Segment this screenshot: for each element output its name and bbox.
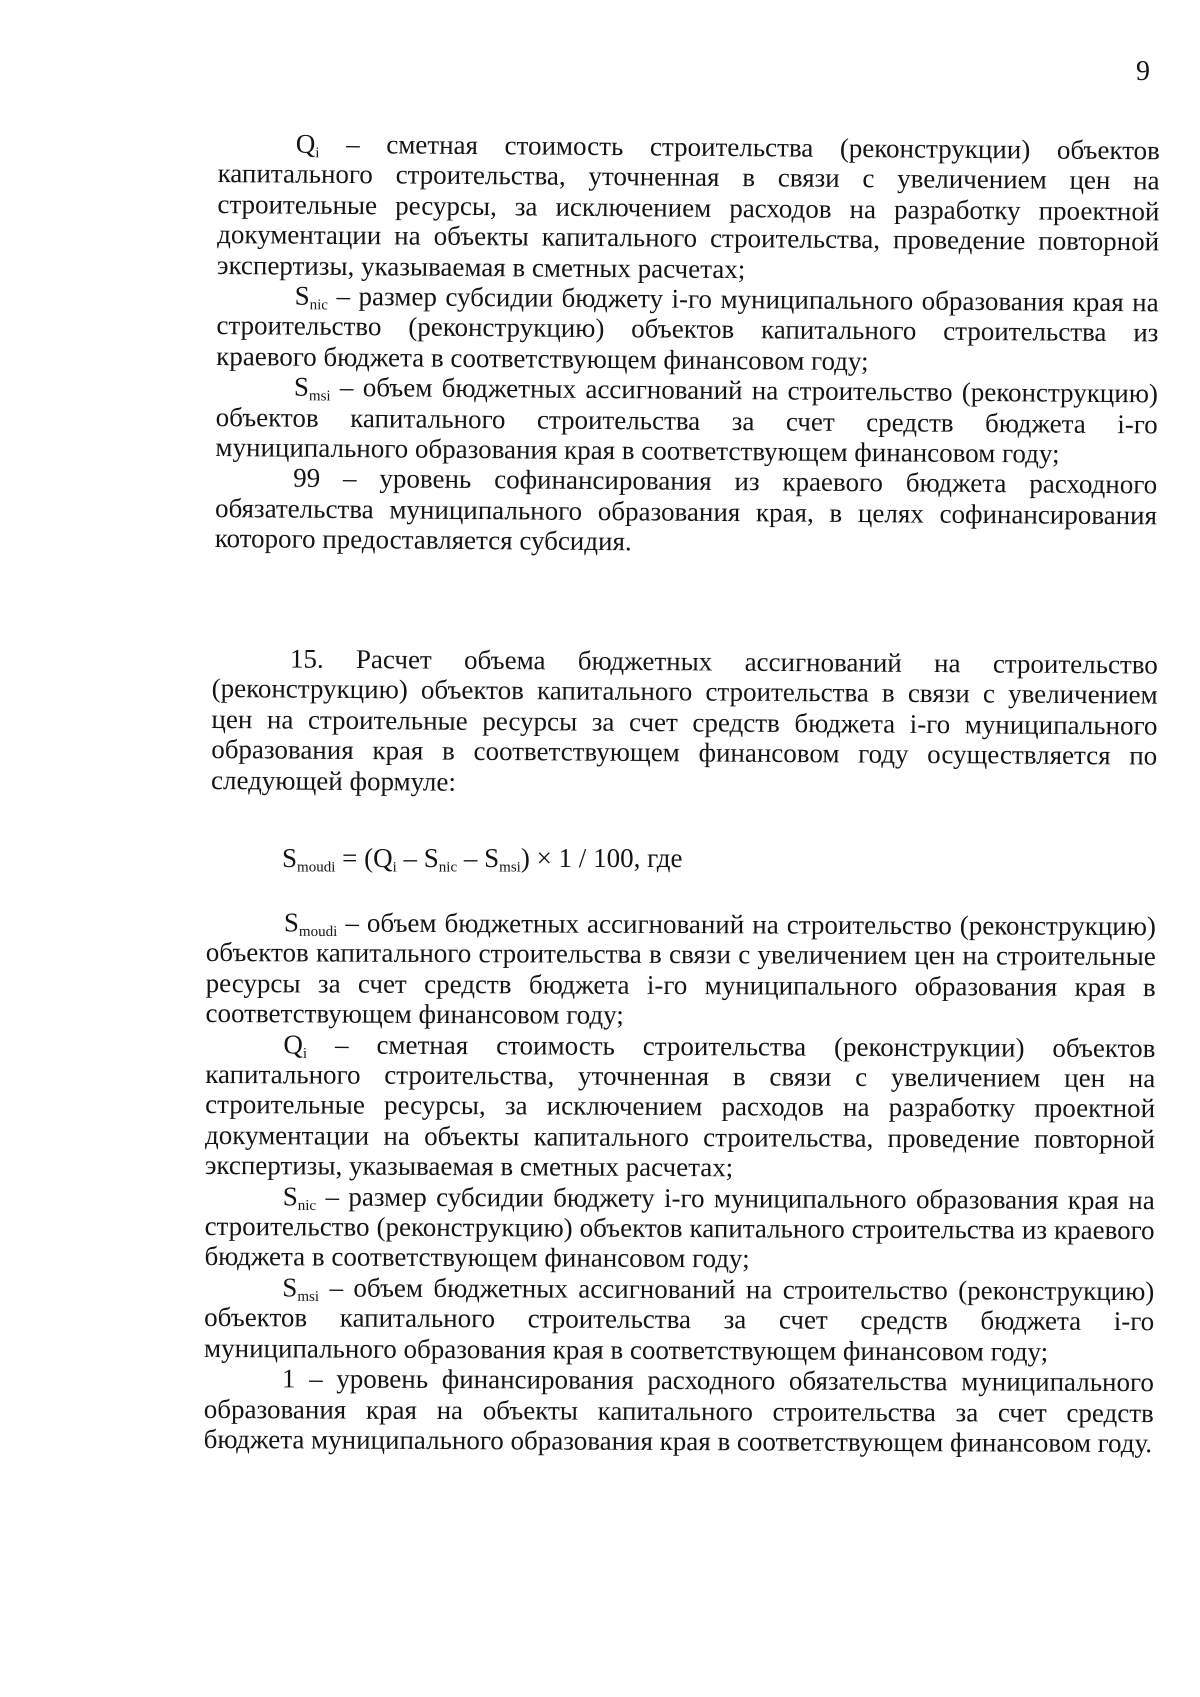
formula-smsi: $S_{msi}$	[484, 843, 521, 876]
formula: $S_{moudi} = (Q_i - S_{nic} - S_{msi}) \times 1 / 100$, где	[282, 843, 683, 876]
symbol-smoudi: $S_{moudi}$	[283, 907, 338, 941]
definition-q: $Q_i$ – сметная стоимость строительства (реконструкции) объектов капитального строительства, уточненная в связи с увеличением цен на строительные ресурсы, за исключением расходов на разработку проектной документации на объекты капитального строительства, проведение повторной экспертизы, указываемая в сметных расчетах;	[216, 128, 1160, 284]
section-15	[211, 643, 1158, 802]
symbol-smsi: $S_{msi}$	[293, 371, 331, 405]
definition-snic: $S_{nic}$ – размер субсидии бюджету i-го муниципального образования края на строительство (реконструкцию) объектов капитального строительства из краевого бюджета в соответствующем финансовом году;	[216, 280, 1159, 376]
definition-smsi-2: $S_{msi}$ – объем бюджетных ассигнований на строительство (реконструкцию) объектов капитального строительства за счет средств бюджета i-го муниципального образования края в соответствующем финансовом году;	[204, 1272, 1155, 1367]
formula-smoudi: $S_{moudi}$	[282, 843, 336, 876]
definition-cofinancing-rate: 99 – уровень софинансирования из краевого бюджета расходного обязательства муниципального образования края, в целях софинансирования которого предоставляется субсидия.	[214, 463, 1158, 557]
symbol-snic-2: $S_{nic}$	[282, 1180, 317, 1214]
definitions-block-2	[204, 907, 1156, 1458]
section-15-text: 15. Расчет объема бюджетных ассигнований на строительство (реконструкцию) объектов капитального строительства в связи с увеличением цен на строительные ресурсы за счет средств бюджета i-го муниципального образования края в соответствующем финансовом году осуществляется по следующей формуле:	[210, 643, 1158, 797]
definition-smsi: $S_{msi}$ – объем бюджетных ассигнований на строительство (реконструкцию) объектов капитального строительства за счет средств бюджета i-го муниципального образования края в соответствующем финансовом году;	[215, 371, 1159, 469]
definition-snic-2: $S_{nic}$ – размер субсидии бюджету i-го муниципального образования края на строительство (реконструкцию) объектов капитального строительства из краевого бюджета в соответствующем финансовом году;	[204, 1180, 1155, 1274]
symbol-q-2: $Q_i$	[283, 1028, 308, 1062]
definition-q-2: $Q_i$ – сметная стоимость строительства (реконструкции) объектов капитального строительства, уточненная в связи с увеличением цен на строительные ресурсы, за исключением расходов на разработку проектной документации на объекты капитального строительства, проведение повторной экспертизы, указываемая в сметных расчетах;	[204, 1028, 1156, 1183]
definitions-block-1	[215, 128, 1160, 561]
symbol-snic: $S_{nic}$	[294, 280, 329, 314]
formula-snic: $S_{nic}$	[423, 843, 458, 876]
symbol-smsi-2: $S_{msi}$	[282, 1272, 320, 1305]
symbol-q: $Q_i$	[295, 128, 320, 162]
definition-smoudi: $S_{moudi}$ – объем бюджетных ассигнований на строительство (реконструкцию) объектов капитального строительства в связи с увеличением цен на строительные ресурсы за счет средств бюджета i-го муниципального образования края в соответствующем финансовом году;	[205, 907, 1156, 1031]
formula-q: $Q_i$	[373, 843, 397, 876]
page-number: 9	[1136, 56, 1150, 87]
definition-financing-rate: 1 – уровень финансирования расходного обязательства муниципального образования края на объекты капитального строительства за счет средств бюджета муниципального образования края в соответствующем финансовом году.	[203, 1363, 1155, 1459]
